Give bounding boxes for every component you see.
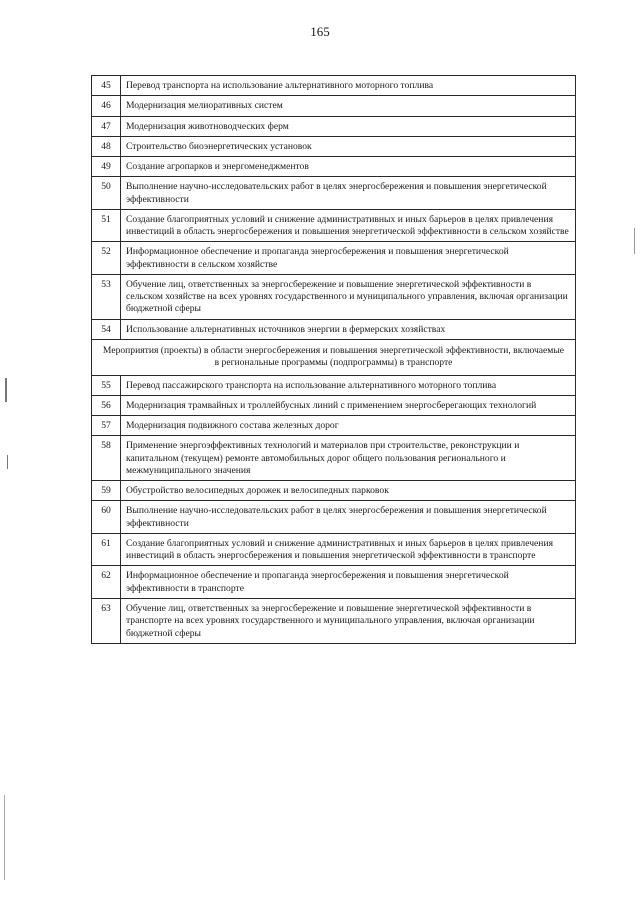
row-number: 45	[92, 76, 121, 96]
table-row	[92, 501, 576, 534]
table-row	[92, 436, 576, 481]
row-text: Информационное обеспечение и пропаганда энергосбережения и повышения энергетической эффективности в сельском хозяйстве	[121, 242, 576, 275]
table-row	[92, 598, 576, 643]
row-text: Создание агропарков и энергоменеджментов	[121, 157, 576, 177]
table-row	[92, 116, 576, 136]
row-text: Информационное обеспечение и пропаганда энергосбережения и повышения энергетической эффективности в транспорте	[121, 566, 576, 599]
row-text: Модернизация животноводческих ферм	[121, 116, 576, 136]
row-text: Обучение лиц, ответственных за энергосбережение и повышение энергетической эффективности в сельском хозяйстве на всех уровнях государственного и муниципального управления, включая организации бюджетной сферы	[121, 274, 576, 319]
table-row	[92, 319, 576, 339]
measures-table	[91, 75, 576, 644]
row-number: 62	[92, 566, 121, 599]
row-text: Выполнение научно-исследовательских работ в целях энергосбережения и повышения энергетической эффективности	[121, 177, 576, 210]
table-row	[92, 177, 576, 210]
row-number: 58	[92, 436, 121, 481]
row-text: Модернизация подвижного состава железных дорог	[121, 416, 576, 436]
table-row	[92, 375, 576, 395]
table-row	[92, 136, 576, 156]
section-header-row	[92, 339, 576, 375]
row-number: 60	[92, 501, 121, 534]
row-number: 54	[92, 319, 121, 339]
table-row	[92, 157, 576, 177]
row-text: Применение энергоэффективных технологий и материалов при строительстве, реконструкции и капитальном (текущем) ремонте автомобильных дорог общего пользования регионального и межмуниципального значения	[121, 436, 576, 481]
row-text: Выполнение научно-исследовательских работ в целях энергосбережения и повышения энергетической эффективности	[121, 501, 576, 534]
row-number: 50	[92, 177, 121, 210]
table-row	[92, 533, 576, 566]
row-number: 63	[92, 598, 121, 643]
row-number: 51	[92, 209, 121, 242]
row-number: 46	[92, 96, 121, 116]
row-number: 55	[92, 375, 121, 395]
row-number: 49	[92, 157, 121, 177]
scan-mark-left-3	[4, 795, 5, 880]
table-row	[92, 416, 576, 436]
table-row	[92, 242, 576, 275]
scan-mark-left-2	[7, 455, 8, 469]
row-number: 52	[92, 242, 121, 275]
row-number: 61	[92, 533, 121, 566]
row-text: Перевод пассажирского транспорта на использование альтернативного моторного топлива	[121, 375, 576, 395]
table-row	[92, 481, 576, 501]
row-text: Обустройство велосипедных дорожек и велосипедных парковок	[121, 481, 576, 501]
row-number: 53	[92, 274, 121, 319]
row-text: Строительство биоэнергетических установок	[121, 136, 576, 156]
row-number: 48	[92, 136, 121, 156]
row-text: Модернизация трамвайных и троллейбусных линий с применением энергосберегающих технологий	[121, 395, 576, 415]
table-row	[92, 274, 576, 319]
row-text: Модернизация мелиоративных систем	[121, 96, 576, 116]
table-row	[92, 76, 576, 96]
table-row	[92, 566, 576, 599]
row-text: Использование альтернативных источников энергии в фермерских хозяйствах	[121, 319, 576, 339]
row-number: 47	[92, 116, 121, 136]
row-text: Создание благоприятных условий и снижение административных и иных барьеров в целях привлечения инвестиций в область энергосбережения и повышения энергетической эффективности в сельском хозяйстве	[121, 209, 576, 242]
table-row	[92, 96, 576, 116]
row-number: 57	[92, 416, 121, 436]
table-row	[92, 395, 576, 415]
scan-mark-left-1	[5, 378, 7, 402]
scan-mark-right-1	[634, 228, 635, 254]
row-text: Создание благоприятных условий и снижение административных и иных барьеров в целях привлечения инвестиций в область энергосбережения и повышения энергетической эффективности в транспорте	[121, 533, 576, 566]
table-row	[92, 209, 576, 242]
page-number: 165	[310, 24, 330, 39]
row-text: Обучение лиц, ответственных за энергосбережение и повышение энергетической эффективности в транспорте на всех уровнях государственного и муниципального управления, включая организации бюджетной сферы	[121, 598, 576, 643]
row-number: 59	[92, 481, 121, 501]
row-number: 56	[92, 395, 121, 415]
section-header: Мероприятия (проекты) в области энергосбережения и повышения энергетической эффективности, включаемые в региональные программы (подпрограммы) в транспорте	[92, 339, 576, 375]
row-text: Перевод транспорта на использование альтернативного моторного топлива	[121, 76, 576, 96]
